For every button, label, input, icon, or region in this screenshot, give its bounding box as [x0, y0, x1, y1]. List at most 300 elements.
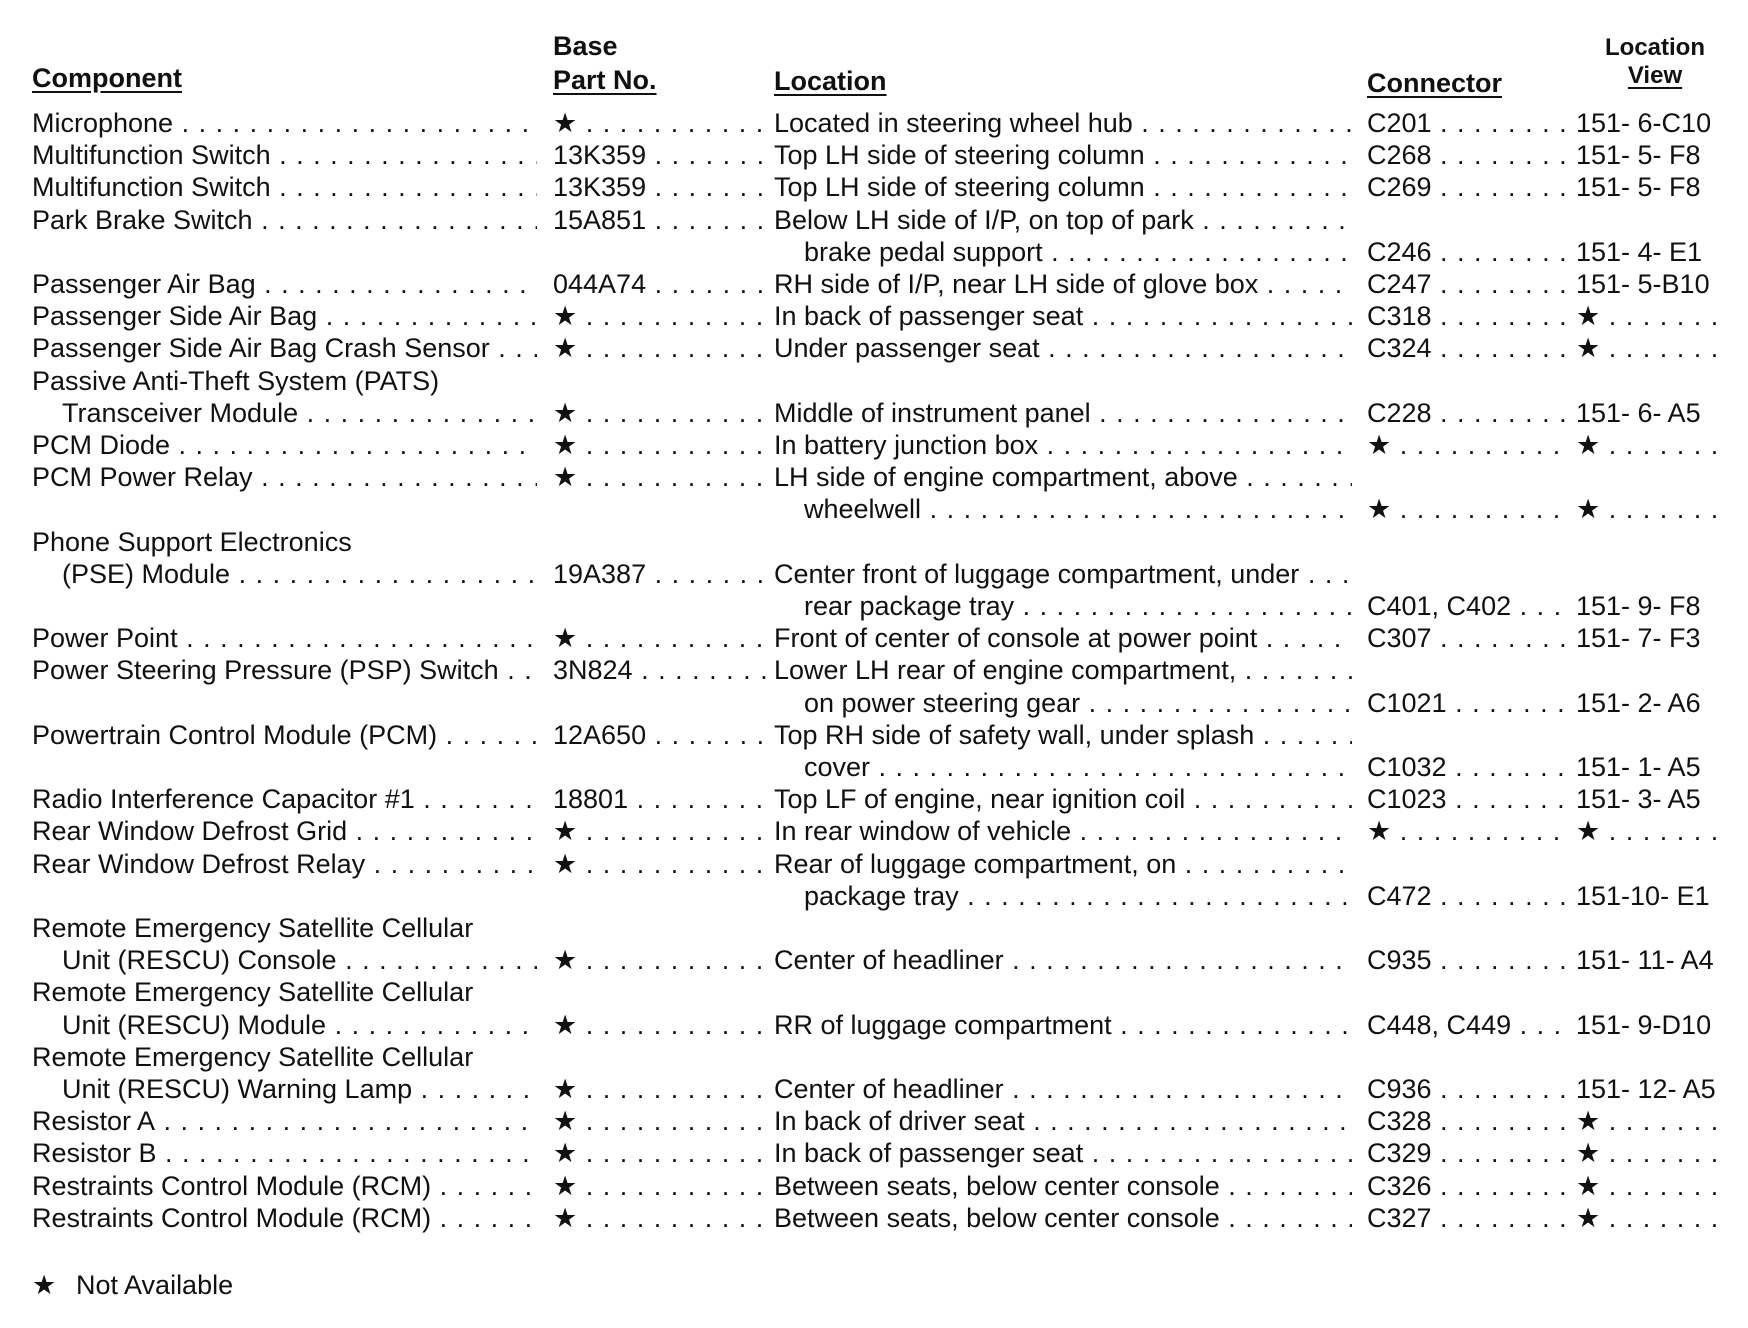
table-row	[0, 171, 1748, 203]
location-text: Top RH side of safety wall, under splash . . .	[774, 719, 1352, 751]
table-row	[0, 236, 1748, 268]
component-cell	[32, 332, 537, 364]
location-cell	[774, 1170, 1352, 1202]
part-number-text: ★ . . .	[553, 429, 773, 461]
location-text: Located in steering wheel hub . . .	[774, 107, 1352, 139]
component-text: Multifunction Switch . . .	[32, 171, 537, 203]
table-row	[0, 1041, 1748, 1073]
part-number-cell	[553, 332, 773, 364]
header-base-label: Base	[553, 31, 618, 61]
table-row	[0, 687, 1748, 719]
part-number-text: ★ . . .	[553, 461, 773, 493]
table-row	[0, 204, 1748, 236]
location-text: In rear window of vehicle . . .	[774, 815, 1352, 847]
location-cell	[774, 1009, 1352, 1041]
component-text: Remote Emergency Satellite Cellular	[32, 913, 474, 943]
table-row	[0, 332, 1748, 364]
part-number-text: ★ . . .	[553, 622, 773, 654]
component-cell	[62, 944, 537, 976]
header-part-no	[553, 64, 657, 96]
location-text: on power steering gear . . .	[804, 687, 1352, 719]
part-number-text: ★ . . .	[553, 397, 773, 429]
component-text: Microphone . . .	[32, 107, 537, 139]
connector-text: C318 . . .	[1367, 300, 1572, 332]
component-text: Unit (RESCU) Module . . .	[62, 1009, 537, 1041]
location-text: Center of headliner . . .	[774, 944, 1352, 976]
connector-cell	[1367, 268, 1572, 300]
location-view-cell	[1576, 493, 1724, 525]
connector-text: C268 . . .	[1367, 139, 1572, 171]
location-view-text: 151- 12- A5	[1576, 1074, 1716, 1104]
location-cell	[774, 268, 1352, 300]
header-location-label: Location	[774, 66, 887, 96]
location-view-cell	[1576, 397, 1724, 429]
header-connector-label: Connector	[1367, 68, 1502, 98]
component-cell	[62, 558, 537, 590]
component-cell	[32, 268, 537, 300]
location-view-cell	[1576, 332, 1724, 364]
connector-cell	[1367, 590, 1572, 622]
component-text: Resistor B . . .	[32, 1137, 537, 1169]
header-base	[553, 30, 618, 62]
table-row	[0, 1105, 1748, 1137]
connector-text: C327 . . .	[1367, 1202, 1572, 1234]
component-cell	[62, 397, 537, 429]
location-view-text: 151- 6-C10	[1576, 108, 1712, 138]
connector-text: C328 . . .	[1367, 1105, 1572, 1137]
part-number-text: ★ . . .	[553, 300, 773, 332]
component-cell	[32, 1137, 537, 1169]
connector-text: C936 . . .	[1367, 1073, 1572, 1105]
location-view-cell	[1576, 139, 1724, 171]
location-text: rear package tray . . .	[804, 590, 1352, 622]
component-text: Passenger Air Bag . . .	[32, 268, 537, 300]
part-number-text: 044A74 . . .	[553, 268, 773, 300]
location-view-cell	[1576, 1202, 1724, 1234]
part-number-cell	[553, 1137, 773, 1169]
part-number-text: ★ . . .	[553, 107, 773, 139]
part-number-cell	[553, 300, 773, 332]
location-view-text: ★ . . .	[1576, 493, 1724, 525]
location-text: LH side of engine compartment, above . . .	[774, 461, 1352, 493]
location-cell	[774, 332, 1352, 364]
connector-text: C401, C402 . . .	[1367, 590, 1572, 622]
location-text: Lower LH rear of engine compartment, . . .	[774, 654, 1352, 686]
location-cell	[774, 204, 1352, 236]
component-cell	[32, 1105, 537, 1137]
connector-text: C324 . . .	[1367, 332, 1572, 364]
header-component-label: Component	[32, 63, 182, 93]
part-number-cell	[553, 171, 773, 203]
location-cell	[774, 622, 1352, 654]
part-number-text: 19A387 . . .	[553, 558, 773, 590]
location-view-text: 151- 7- F3	[1576, 623, 1701, 654]
location-text: In back of passenger seat . . .	[774, 300, 1352, 332]
table-row	[0, 107, 1748, 139]
location-text: Rear of luggage compartment, on . . .	[774, 848, 1352, 880]
table-row	[0, 558, 1748, 590]
part-number-text: 3N824 . . .	[553, 654, 773, 686]
location-view-cell	[1576, 1170, 1724, 1202]
component-text: Power Steering Pressure (PSP) Switch . . .	[32, 654, 537, 686]
table-row	[0, 590, 1748, 622]
table-row	[0, 848, 1748, 880]
component-text: Passive Anti-Theft System (PATS)	[32, 365, 440, 396]
component-text: Rear Window Defrost Relay . . .	[32, 848, 537, 880]
table-row	[0, 783, 1748, 815]
part-number-text: ★ . . .	[553, 332, 773, 364]
part-number-cell	[553, 719, 773, 751]
location-view-text: 151- 6- A5	[1576, 397, 1701, 428]
table-row	[0, 1137, 1748, 1169]
connector-text: C1021 . . .	[1367, 687, 1572, 719]
connector-cell	[1367, 687, 1572, 719]
table-row	[0, 944, 1748, 976]
connector-cell	[1367, 1009, 1572, 1041]
connector-cell	[1367, 944, 1572, 976]
location-view-cell	[1576, 171, 1724, 203]
component-text: Powertrain Control Module (PCM) . . .	[32, 719, 537, 751]
location-text: Center front of luggage compartment, under . . .	[774, 558, 1352, 590]
table-row	[0, 365, 1748, 397]
part-number-text: ★ . . .	[553, 1105, 773, 1137]
location-view-text: ★ . . .	[1576, 1202, 1724, 1234]
component-cell	[32, 526, 537, 558]
location-cell	[804, 751, 1352, 783]
location-cell	[804, 493, 1352, 525]
part-number-cell	[553, 1009, 773, 1041]
part-number-text: ★ . . .	[553, 815, 773, 847]
component-text: Transceiver Module . . .	[62, 397, 537, 429]
component-text: Power Point . . .	[32, 622, 537, 654]
part-number-cell	[553, 848, 773, 880]
table-row	[0, 300, 1748, 332]
location-cell	[774, 1105, 1352, 1137]
table-row	[0, 526, 1748, 558]
location-cell	[774, 1137, 1352, 1169]
part-number-cell	[553, 268, 773, 300]
connector-cell	[1367, 622, 1572, 654]
part-number-cell	[553, 558, 773, 590]
location-view-text: 151- 9-D10	[1576, 1009, 1712, 1040]
component-cell	[32, 622, 537, 654]
component-cell	[32, 848, 537, 880]
location-view-text: 151- 4- E1	[1576, 236, 1703, 267]
location-text: brake pedal support . . .	[804, 236, 1352, 268]
location-cell	[774, 429, 1352, 461]
part-number-cell	[553, 397, 773, 429]
footnote-star-icon: ★	[32, 1270, 57, 1300]
location-view-text: ★ . . .	[1576, 1105, 1724, 1137]
location-text: RH side of I/P, near LH side of glove box . . .	[774, 268, 1352, 300]
part-number-text: 12A650 . . .	[553, 719, 773, 751]
connector-text: C935 . . .	[1367, 944, 1572, 976]
header-location	[774, 65, 887, 97]
connector-text: C247 . . .	[1367, 268, 1572, 300]
connector-text: C246 . . .	[1367, 236, 1572, 268]
part-number-cell	[553, 461, 773, 493]
location-text: In back of driver seat . . .	[774, 1105, 1352, 1137]
location-view-text: 151- 5- F8	[1576, 140, 1701, 171]
footnote-text: Not Available	[76, 1270, 234, 1300]
location-text: Top LH side of steering column . . .	[774, 171, 1352, 203]
location-view-text: 151- 5-B10	[1576, 269, 1710, 299]
location-text: Between seats, below center console . . .	[774, 1170, 1352, 1202]
part-number-text: ★ . . .	[553, 1009, 773, 1041]
component-cell	[62, 1009, 537, 1041]
table-row	[0, 1202, 1748, 1234]
table-row	[0, 622, 1748, 654]
component-text: Remote Emergency Satellite Cellular	[32, 1041, 474, 1072]
location-text: In back of passenger seat . . .	[774, 1137, 1352, 1169]
part-number-cell	[553, 1202, 773, 1234]
location-text: Below LH side of I/P, on top of park . . .	[774, 204, 1352, 236]
component-cell	[32, 1202, 537, 1234]
location-view-cell	[1576, 687, 1724, 719]
location-cell	[774, 815, 1352, 847]
location-view-cell	[1576, 300, 1724, 332]
connector-text: C1032 . . .	[1367, 751, 1572, 783]
location-text: Top LF of engine, near ignition coil . . .	[774, 783, 1352, 815]
component-cell	[32, 429, 537, 461]
location-text: Under passenger seat . . .	[774, 332, 1352, 364]
component-text: Restraints Control Module (RCM) . . .	[32, 1170, 537, 1202]
location-cell	[774, 461, 1352, 493]
component-text: Restraints Control Module (RCM) . . .	[32, 1202, 537, 1234]
location-view-text: 151- 1- A5	[1576, 752, 1701, 782]
location-text: Front of center of console at power point . . .	[774, 622, 1352, 654]
location-text: package tray . . .	[804, 880, 1352, 912]
location-cell	[774, 1202, 1352, 1234]
table-row	[0, 654, 1748, 686]
location-text: Between seats, below center console . . .	[774, 1202, 1352, 1234]
header-component	[32, 62, 182, 94]
location-view-cell	[1576, 622, 1724, 654]
component-cell	[32, 783, 537, 815]
component-text: Unit (RESCU) Console . . .	[62, 944, 537, 976]
location-cell	[804, 687, 1352, 719]
component-text: Unit (RESCU) Warning Lamp . . .	[62, 1073, 537, 1105]
connector-cell	[1367, 107, 1572, 139]
location-cell	[774, 654, 1352, 686]
connector-text: C472 . . .	[1367, 880, 1572, 912]
component-cell	[32, 815, 537, 847]
connector-text: C326 . . .	[1367, 1170, 1572, 1202]
connector-text: ★ . . .	[1367, 815, 1572, 847]
component-cell	[32, 976, 537, 1008]
location-cell	[804, 590, 1352, 622]
connector-cell	[1367, 300, 1572, 332]
part-number-cell	[553, 1170, 773, 1202]
component-cell	[32, 1170, 537, 1202]
part-number-cell	[553, 783, 773, 815]
location-view-cell	[1576, 944, 1724, 976]
location-cell	[774, 719, 1352, 751]
component-cell	[32, 654, 537, 686]
part-number-text: 13K359 . . .	[553, 139, 773, 171]
part-number-cell	[553, 429, 773, 461]
table-row	[0, 461, 1748, 493]
component-text: Phone Support Electronics	[32, 526, 352, 557]
location-view-text: ★ . . .	[1576, 1170, 1724, 1202]
location-view-cell	[1576, 751, 1724, 783]
component-cell	[32, 204, 537, 236]
part-number-text: ★ . . .	[553, 848, 773, 880]
component-text: Radio Interference Capacitor #1 . . .	[32, 783, 537, 815]
part-number-text: ★ . . .	[553, 1137, 773, 1169]
component-text: (PSE) Module . . .	[62, 558, 537, 590]
footnote	[32, 1270, 233, 1301]
connector-text: C228 . . .	[1367, 397, 1572, 429]
part-number-cell	[553, 815, 773, 847]
location-text: In battery junction box . . .	[774, 429, 1352, 461]
location-view-cell	[1576, 1137, 1724, 1169]
part-number-text: 18801 . . .	[553, 783, 773, 815]
location-text: RR of luggage compartment . . .	[774, 1009, 1352, 1041]
connector-cell	[1367, 493, 1572, 525]
location-view-cell	[1576, 236, 1724, 268]
location-view-cell	[1576, 107, 1724, 139]
connector-cell	[1367, 1105, 1572, 1137]
component-cell	[32, 912, 537, 944]
location-cell	[804, 880, 1352, 912]
component-cell	[32, 1041, 537, 1073]
component-text: PCM Diode . . .	[32, 429, 537, 461]
component-cell	[32, 139, 537, 171]
connector-cell	[1367, 171, 1572, 203]
location-view-cell	[1576, 1009, 1724, 1041]
part-number-text: 13K359 . . .	[553, 171, 773, 203]
connector-cell	[1367, 332, 1572, 364]
location-cell	[774, 139, 1352, 171]
part-number-text: ★ . . .	[553, 1170, 773, 1202]
table-row	[0, 815, 1748, 847]
connector-cell	[1367, 783, 1572, 815]
connector-cell	[1367, 815, 1572, 847]
connector-cell	[1367, 397, 1572, 429]
location-view-text: 151- 3- A5	[1576, 784, 1701, 815]
location-text: Middle of instrument panel . . .	[774, 397, 1352, 429]
part-number-text: 15A851 . . .	[553, 204, 773, 236]
part-number-cell	[553, 622, 773, 654]
location-text: Top LH side of steering column . . .	[774, 139, 1352, 171]
connector-cell	[1367, 1170, 1572, 1202]
table-row	[0, 429, 1748, 461]
location-view-text: 151- 11- A4	[1576, 945, 1714, 976]
connector-text: ★ . . .	[1367, 493, 1572, 525]
location-view-cell	[1576, 268, 1724, 300]
component-text: Passenger Side Air Bag Crash Sensor . . .	[32, 332, 537, 364]
connector-text: C307 . . .	[1367, 622, 1572, 654]
table-row	[0, 268, 1748, 300]
location-view-text: ★ . . .	[1576, 815, 1724, 847]
location-text: cover . . .	[804, 751, 1352, 783]
location-view-text: 151-10- E1	[1576, 880, 1710, 911]
component-cell	[32, 300, 537, 332]
part-number-cell	[553, 204, 773, 236]
header-connector	[1367, 67, 1502, 99]
component-cell	[32, 719, 537, 751]
connector-cell	[1367, 429, 1572, 461]
location-view-cell	[1576, 1105, 1724, 1137]
location-view-text: 151- 2- A6	[1576, 687, 1701, 718]
location-view-text: 151- 5- F8	[1576, 172, 1701, 203]
location-view-cell	[1576, 783, 1724, 815]
component-cell	[32, 171, 537, 203]
connector-cell	[1367, 1073, 1572, 1105]
part-number-text: ★ . . .	[553, 1202, 773, 1234]
connector-cell	[1367, 751, 1572, 783]
part-number-cell	[553, 139, 773, 171]
table-row	[0, 751, 1748, 783]
table-row	[0, 139, 1748, 171]
table-row	[0, 912, 1748, 944]
connector-cell	[1367, 139, 1572, 171]
table-row	[0, 880, 1748, 912]
location-cell	[774, 107, 1352, 139]
table-row	[0, 493, 1748, 525]
location-cell	[774, 397, 1352, 429]
header-location-view	[1590, 34, 1720, 90]
table-row	[0, 719, 1748, 751]
location-view-cell	[1576, 590, 1724, 622]
part-number-cell	[553, 1105, 773, 1137]
part-number-cell	[553, 1073, 773, 1105]
location-cell	[774, 558, 1352, 590]
table-row	[0, 976, 1748, 1008]
location-view-text: 151- 9- F8	[1576, 591, 1701, 621]
location-view-text: ★ . . .	[1576, 332, 1724, 364]
component-cell	[62, 1073, 537, 1105]
location-view-cell	[1576, 880, 1724, 912]
location-text: Center of headliner . . .	[774, 1073, 1352, 1105]
component-text: Park Brake Switch . . .	[32, 204, 537, 236]
table-row	[0, 1170, 1748, 1202]
connector-cell	[1367, 236, 1572, 268]
component-text: PCM Power Relay . . .	[32, 461, 537, 493]
part-number-cell	[553, 944, 773, 976]
location-cell	[804, 236, 1352, 268]
component-text: Remote Emergency Satellite Cellular	[32, 977, 474, 1008]
location-text: wheelwell . . .	[804, 493, 1352, 525]
component-cell	[32, 107, 537, 139]
connector-text: C201 . . .	[1367, 107, 1572, 139]
component-text: Multifunction Switch . . .	[32, 139, 537, 171]
table-row	[0, 1009, 1748, 1041]
location-view-text: ★ . . .	[1576, 429, 1724, 461]
header-location-view-line2: View	[1627, 62, 1683, 89]
connector-text: ★ . . .	[1367, 429, 1572, 461]
location-view-cell	[1576, 1073, 1724, 1105]
location-cell	[774, 944, 1352, 976]
location-view-cell	[1576, 815, 1724, 847]
location-cell	[774, 783, 1352, 815]
component-cell	[32, 365, 537, 397]
table-row	[0, 1073, 1748, 1105]
location-cell	[774, 171, 1352, 203]
connector-cell	[1367, 1202, 1572, 1234]
connector-text: C269 . . .	[1367, 171, 1572, 203]
location-cell	[774, 1073, 1352, 1105]
location-view-cell	[1576, 429, 1724, 461]
header-part-no-label: Part No.	[553, 65, 657, 95]
connector-text: C1023 . . .	[1367, 783, 1572, 815]
part-number-text: ★ . . .	[553, 1073, 773, 1105]
part-number-text: ★ . . .	[553, 944, 773, 976]
table-row	[0, 397, 1748, 429]
header-location-view-line1: Location	[1605, 34, 1705, 61]
part-number-cell	[553, 107, 773, 139]
